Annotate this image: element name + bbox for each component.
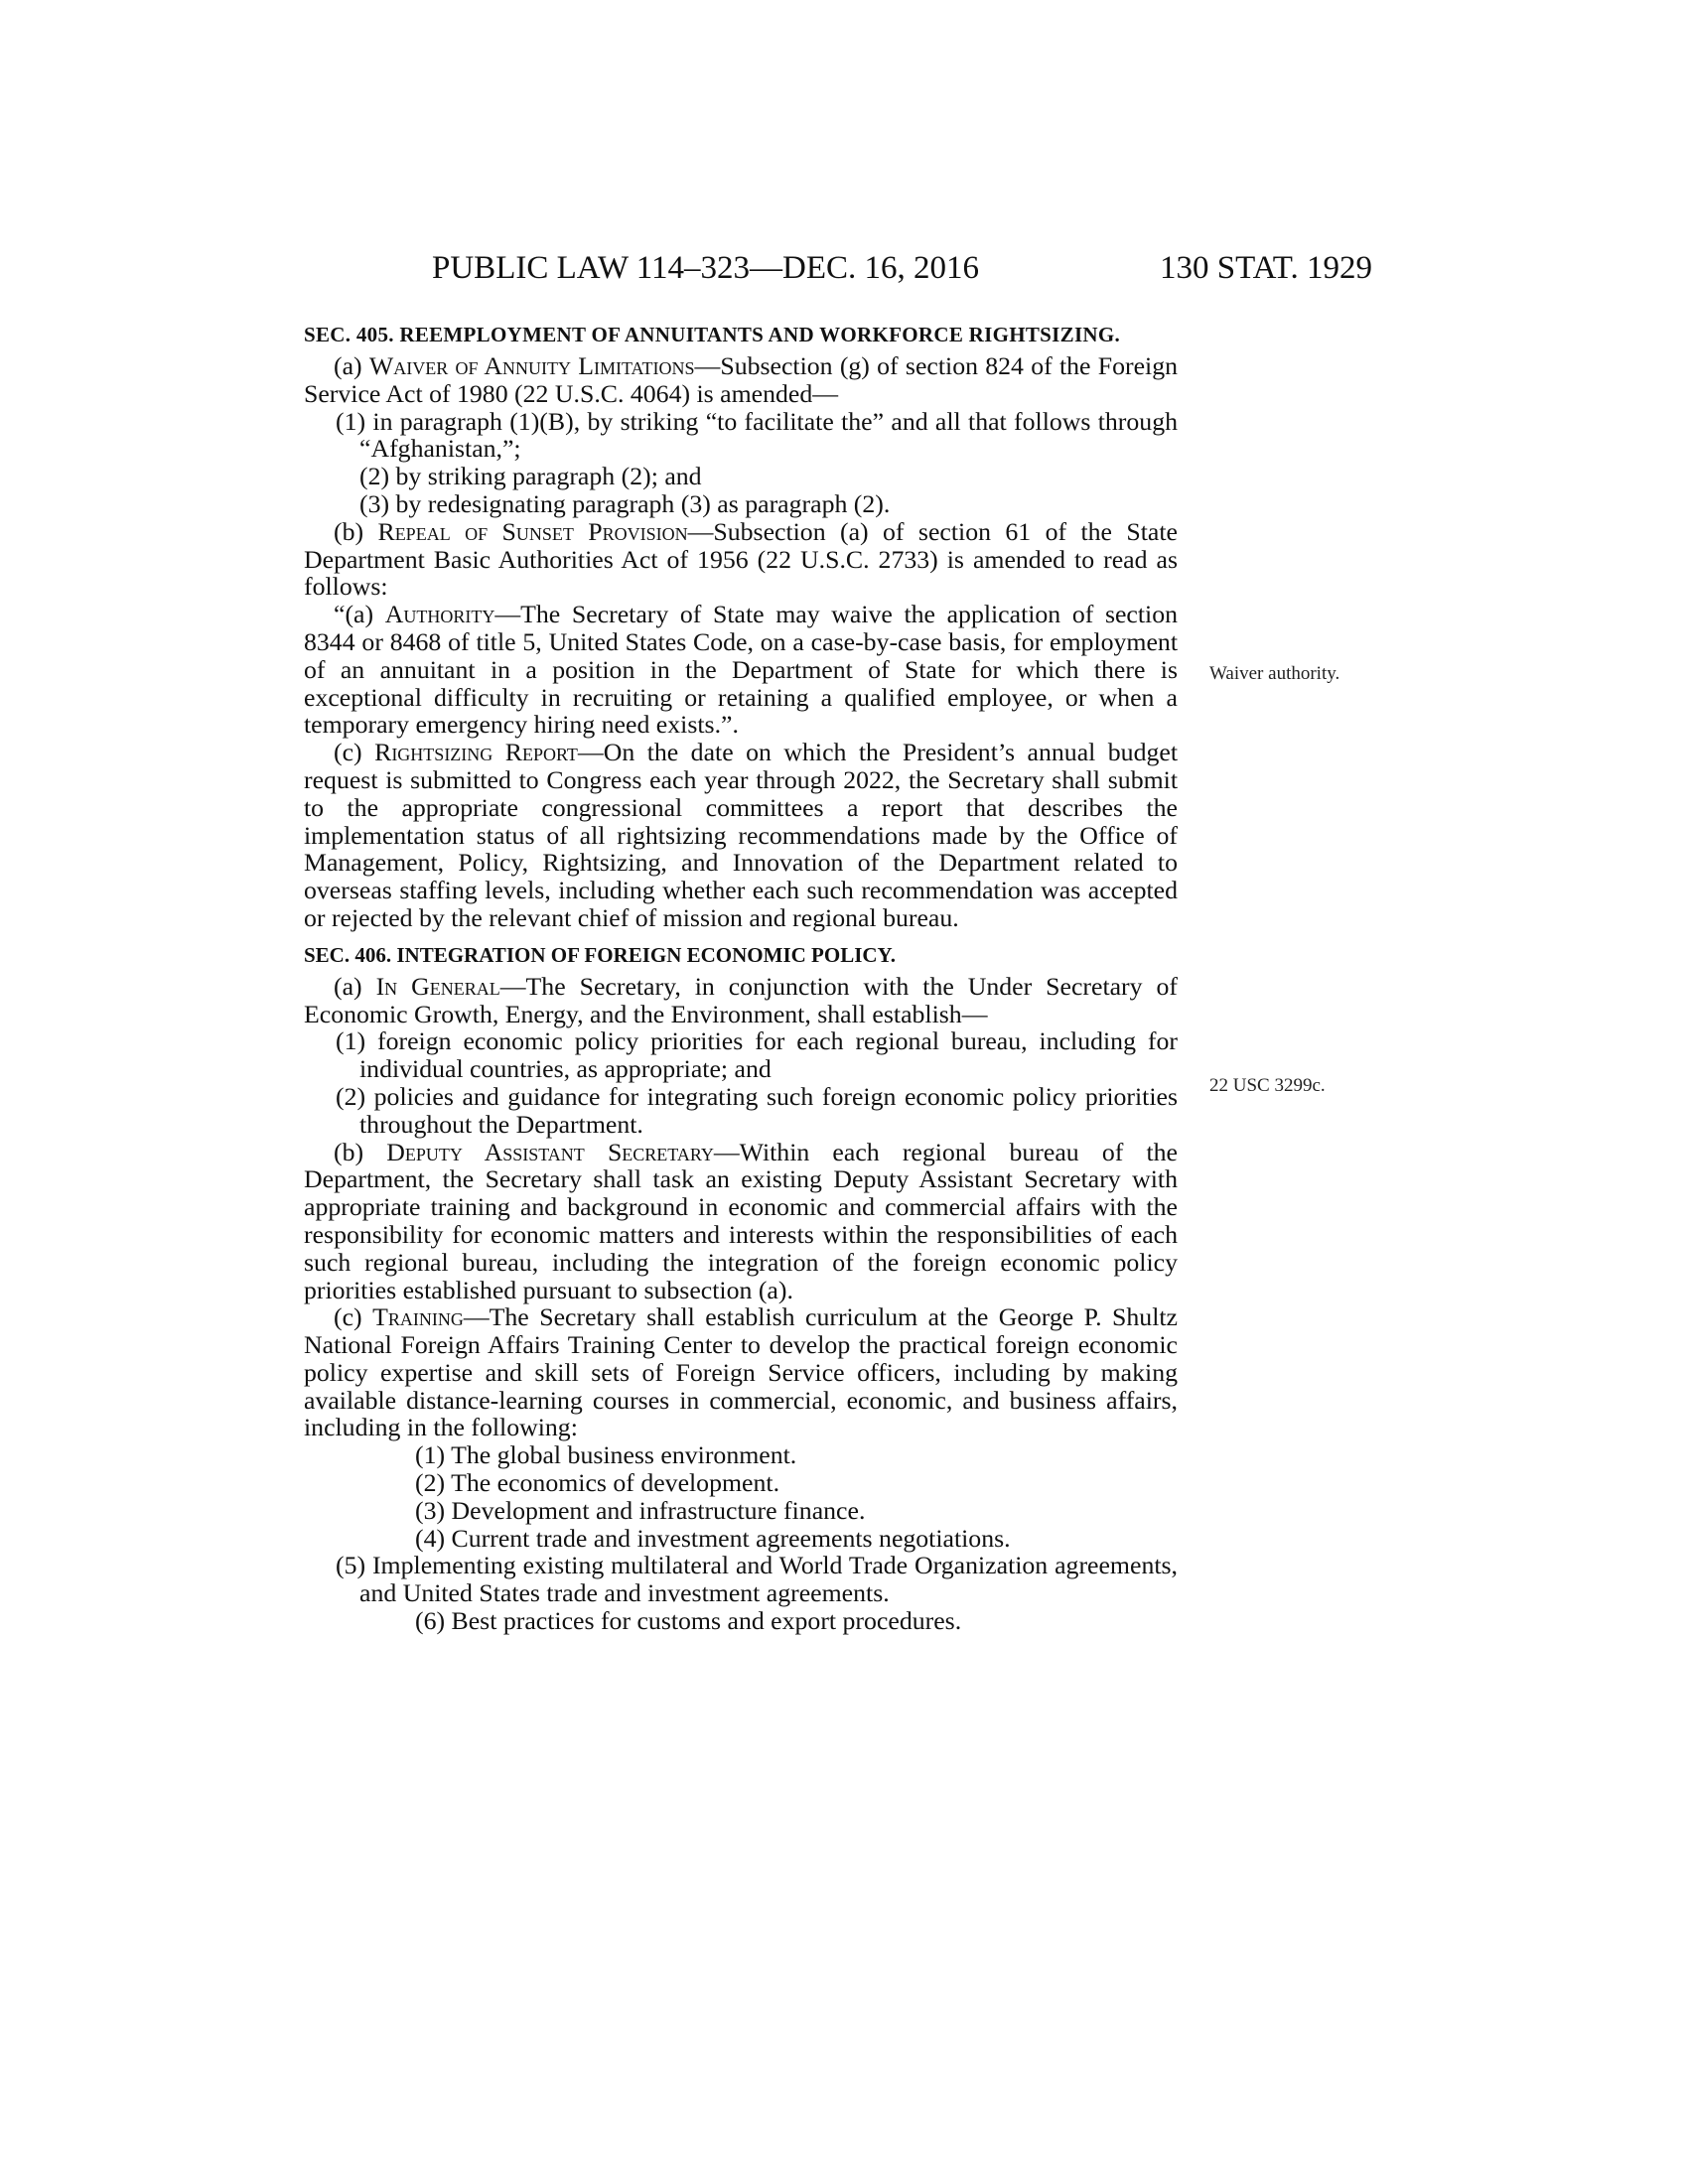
sec405-subsection-a: (a) Waiver of Annuity Limitations—Subsection (g) of section 824 of the Foreign Service Act of 1980 (22 U.S.C. 4064) is amended— — [304, 351, 1178, 408]
header-title: PUBLIC LAW 114–323—DEC. 16, 2016 — [432, 250, 980, 286]
list-item: (6) Best practices for customs and export procedures. — [415, 1606, 962, 1636]
sec405-a-paragraph-1: (1) in paragraph (1)(B), by striking “to facilitate the” and all that follows through “Afghanistan,”; — [336, 406, 1178, 464]
sec405-quoted-authority: “(a) Authority—The Secretary of State may waive the application of section 8344 or 8468 of title 5, United States Code, on a case-by-case basis, for employment of an annuitant in a position in the Department of State for which there is exceptional difficulty in recruiting or retaining a qualified employee, or when a temporary emergency hiring need exists.”. — [304, 600, 1179, 740]
sec405-subsection-c: (c) Rightsizing Report—On the date on which the President’s annual budget request is submitted to Congress each year through 2022, the Secretary shall submit to the appropriate congressional committees a report that describes the implementation status of all rightsizing recommendations made by the Office of Management, Policy, Rightsizing, and Innovation of the Department related to overseas staffing levels, including whether each such recommendation was accepted or rejected by the relevant chief of mission and regional bureau. — [304, 738, 1178, 932]
sec405-c-caption: Rightsizing Report — [374, 738, 578, 767]
page-number: 130 STAT. 1929 — [1160, 250, 1373, 286]
sec406-a-caption: In General — [375, 971, 500, 1001]
sec406-b-caption: Deputy Assistant Secretary — [386, 1137, 714, 1166]
sec406-a-paragraph-1: (1) foreign economic policy priorities for each regional bureau, including for individual countries, as appropriate; and — [336, 1026, 1178, 1084]
section-405-heading: SEC. 405. REEMPLOYMENT OF ANNUITANTS AND WORKFORCE RIGHTSIZING. — [304, 323, 1121, 346]
list-item: (1) The global business environment. — [415, 1440, 797, 1470]
list-item: (2) The economics of development. — [415, 1468, 780, 1498]
sec405-a-paragraph-2: (2) by striking paragraph (2); and — [359, 462, 702, 491]
margin-note-waiver-authority: Waiver authority. — [1209, 663, 1340, 684]
sec405-b-caption: Repeal of Sunset Provision — [377, 516, 688, 546]
sec406-subsection-a: (a) In General—The Secretary, in conjunction with the Under Secretary of Economic Growth, Energy, and the Environment, shall establish— — [304, 971, 1178, 1028]
section-406-heading: SEC. 406. INTEGRATION OF FOREIGN ECONOMIC POLICY. — [304, 942, 897, 967]
sec406-a-paragraph-2: (2) policies and guidance for integrating such foreign economic policy priorities throughout the Department. — [336, 1081, 1178, 1139]
sec405-subsection-b: (b) Repeal of Sunset Provision—Subsection (a) of section 61 of the State Department Basic Authorities Act of 1956 (22 U.S.C. 2733) is amended to read as follows: — [304, 516, 1178, 602]
sec405-a-paragraph-3: (3) by redesignating paragraph (3) as paragraph (2). — [359, 488, 891, 518]
sec405-quote-caption: Authority — [384, 600, 495, 629]
sec406-subsection-b: (b) Deputy Assistant Secretary—Within each regional bureau of the Department, the Secretary shall task an existing Deputy Assistant Secretary with appropriate training and background in economic and commercial affairs with the responsibility for economic matters and interests within the responsibilities of each such regional bureau, including the integration of the foreign economic policy priorities established pursuant to subsection (a). — [304, 1137, 1178, 1304]
list-item: (4) Current trade and investment agreements negotiations. — [415, 1523, 1011, 1553]
document-body — [304, 316, 1178, 1635]
list-item: (5) Implementing existing multilateral and World Trade Organization agreements, and United States trade and investment agreements. — [336, 1551, 1178, 1608]
margin-note-usc: 22 USC 3299c. — [1209, 1075, 1326, 1096]
sec406-subsection-c: (c) Training—The Secretary shall establish curriculum at the George P. Shultz National Foreign Affairs Training Center to develop the practical foreign economic policy expertise and skill sets of Foreign Service officers, including by making available distance-learning courses in commercial, economic, and business affairs, including in the following: — [304, 1302, 1178, 1442]
page-header — [0, 250, 1688, 290]
sec406-c-caption: Training — [372, 1302, 464, 1332]
sec405-a-caption: Waiver of Annuity Limitations — [368, 351, 695, 380]
list-item: (3) Development and infrastructure finance. — [415, 1495, 866, 1525]
